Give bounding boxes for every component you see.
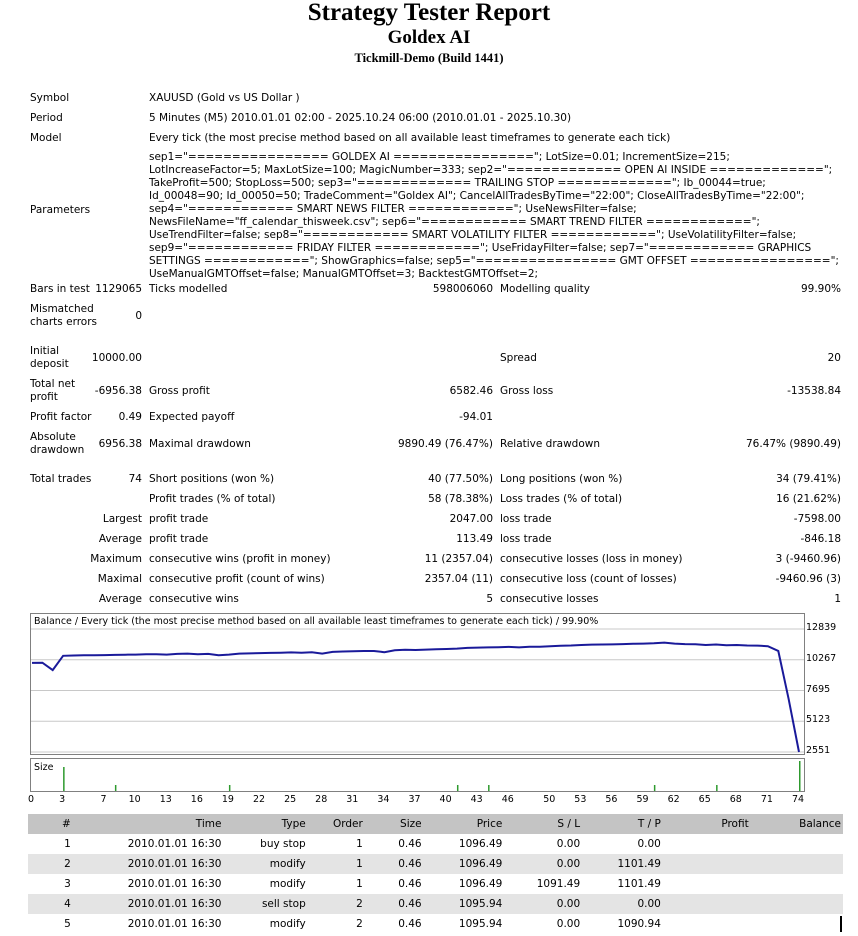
max-wins-label: consecutive wins (profit in money) [149,553,331,565]
absdd-value: 6956.38 [98,438,142,450]
cell-sl: 0.00 [556,838,581,850]
bars-value: 1129065 [95,283,142,295]
maximal-profit-value: 2357.04 (11) [424,573,493,585]
profit-factor-label: Profit factor [30,411,92,423]
largest-loss-value: -7598.00 [793,513,841,525]
mismatch-value: 0 [135,310,142,322]
report-title: Strategy Tester Report [307,0,551,26]
cell-number: 2 [28,854,73,874]
size-bar [716,785,718,791]
x-tick-label: 25 [284,794,297,805]
col-order: Order [308,814,365,834]
cell-tp: 1090.94 [617,918,661,930]
bars-label: Bars in test [30,283,90,295]
cell-price: 1096.49 [424,854,505,874]
average-loss-value: -846.18 [800,533,841,545]
max-losses-label: consecutive losses (loss in money) [500,553,683,565]
total-trades-value: 74 [128,473,142,485]
cell-order: 2 [356,918,363,930]
largest-profit-value: 2047.00 [449,513,493,525]
cell-order: 1 [308,854,365,874]
largest-loss-label: loss trade [500,513,552,525]
cell-profit [663,894,751,914]
cell-number: 4 [28,894,73,914]
report-header [0,0,858,66]
col-tp: T / P [582,814,663,834]
cell-balance [751,834,843,854]
x-tick-label: 56 [605,794,618,805]
cell-size: 0.46 [365,894,424,914]
cell-type: buy stop [260,838,306,850]
quality-label: Modelling quality [500,283,590,295]
x-tick-label: 19 [221,794,234,805]
cell-profit [663,874,751,894]
x-tick-label: 65 [698,794,711,805]
short-label: Short positions (won %) [149,473,275,485]
cell-price: 1095.94 [424,894,505,914]
chart-title: Balance / Every tick (the most precise method based on all available least timeframes to generate each tick) / 99.90% [34,616,599,627]
loss-trades-label: Loss trades (% of total) [500,493,623,505]
model-value: Every tick (the most precise method based on all available least timeframes to generate each tick) [149,132,671,144]
cell-size: 0.46 [365,854,424,874]
cell-time: 2010.01.01 16:30 [73,854,224,874]
size-bar [63,767,64,791]
maxdd-label: Maximal drawdown [149,438,251,450]
cell-balance [751,894,843,914]
cell-tp: 1101.49 [582,854,663,874]
table-row [28,854,843,874]
max-losses-value: 3 (-9460.96) [775,553,841,565]
average-profit-label: profit trade [149,533,209,545]
parameters-value: sep1="================ GOLDEX AI ================"; LotSize=0.01; IncrementSize=215; LotIncreaseFactor=5; MaxLotSize=100; MagicNumber=333; sep2="============= OPEN AI INSIDE ============="; TakeProfit=500; StopLoss=500; sep3="============= TRAILING STOP ============="; Ib_00044=true; Id_00048=90; Id_00050=50; TradeComment="Goldex AI"; CancelAllTradesByTime="22:00"; CloseAllTradesByTime="22:00"; sep4="============ SMART NEWS FILTER ============"; UseNewsFilter=false; NewsFileName="ff_calendar_thisweek.csv"; sep6="============ SMART TREND FILTER ============"; UseTrendFilter=false; sep8="============ SMART VOLATILITY FILTER ============"; UseVolatilityFilter=false; sep9="============ FRIDAY FILTER ============"; UseFridayFilter=false; sep7="============ GRAPHICS SETTINGS ============"; ShowGraphics=false; sep5="================ GMT OFFSET ================"; UseManualGMTOffset=false; ManualGMTOffset=3; BacktestGMTOffset=2; [149,151,839,280]
average-profit-value: 113.49 [456,533,493,545]
short-value: 40 (77.50%) [428,473,493,485]
maximal-label: Maximal [97,573,142,585]
cell-order: 2 [308,894,365,914]
x-tick-label: 40 [439,794,452,805]
col-time: Time [73,814,224,834]
profit-trades-label: Profit trades (% of total) [149,493,276,505]
x-tick-label: 50 [543,794,556,805]
period-value: 5 Minutes (M5) 2010.01.01 02:00 - 2025.10.24 06:00 (2010.01.01 - 2025.10.30) [149,112,572,124]
net-value: -6956.38 [94,385,142,397]
payoff-label: Expected payoff [149,411,235,423]
profit-factor-value: 0.49 [118,411,142,423]
cell-order: 1 [356,878,363,890]
table-row [28,834,843,854]
profit-trades-value: 58 (78.38%) [428,493,493,505]
net-label-2: profit [30,391,58,403]
deposit-label-1: Initial [30,345,60,357]
model-label: Model [30,132,62,144]
cell-order: 1 [356,838,363,850]
cell-time: 2010.01.01 16:30 [127,838,222,850]
gross-loss-value: -13538.84 [787,385,841,397]
col-size: Size [365,814,424,834]
maximal-loss-label: consecutive loss (count of losses) [500,573,677,585]
cell-size: 0.46 [398,878,422,890]
max-wins-value: 11 (2357.04) [424,553,493,565]
cell-price: 1096.49 [458,878,503,890]
x-tick-label: 74 [791,794,805,805]
symbol-value: XAUUSD (Gold vs US Dollar ) [149,92,300,104]
size-chart [30,758,805,792]
x-tick-label: 53 [574,794,587,805]
expert-name: Goldex AI [387,27,471,48]
total-trades-label: Total trades [30,473,92,485]
col-profit: Profit [663,814,751,834]
cell-size: 0.46 [398,918,422,930]
size-bar [654,785,656,791]
cell-type: sell stop [223,894,307,914]
size-bar [115,785,117,791]
cell-number: 3 [64,878,71,890]
col-price: Price [424,814,505,834]
x-tick-label: 59 [636,794,649,805]
y-tick-label: 10267 [806,652,837,664]
symbol-label: Symbol [30,92,70,104]
gross-profit-value: 6582.46 [449,385,493,397]
cell-tp: 0.00 [637,838,661,850]
cell-price: 1096.49 [458,838,503,850]
x-tick-label: 71 [760,794,773,805]
y-tick-label: 7695 [806,683,831,695]
size-chart-svg [31,759,804,791]
maximum-label: Maximum [90,553,142,565]
trades-table [28,814,843,934]
size-bar [457,785,459,791]
x-tick-label: 43 [470,794,483,805]
cell-sl: 1091.49 [536,878,581,890]
reldd-label: Relative drawdown [500,438,601,450]
table-row [28,894,843,914]
absdd-label-1: Absolute [30,431,76,443]
absdd-label-2: drawdown [30,444,85,456]
col-sl: S / L [504,814,582,834]
largest-profit-label: profit trade [149,513,209,525]
table-row [28,914,843,934]
gross-profit-label: Gross profit [149,385,210,397]
deposit-label-2: deposit [30,358,69,370]
long-label: Long positions (won %) [500,473,623,485]
cell-type: modify [223,854,307,874]
cell-sl: 0.00 [556,918,581,930]
maxdd-value: 9890.49 (76.47%) [398,438,493,450]
table-row [28,874,843,894]
ticks-label: Ticks modelled [149,283,228,295]
cell-profit [663,854,751,874]
text-cursor [840,916,842,932]
avg-wins-value: 5 [486,593,493,605]
maximal-profit-label: consecutive profit (count of wins) [149,573,325,585]
x-tick-label: 28 [315,794,328,805]
x-tick-label: 0 [27,794,35,805]
server-build: Tickmill-Demo (Build 1441) [354,51,504,65]
average-loss-label: loss trade [500,533,552,545]
x-tick-label: 34 [377,794,390,805]
deposit-value: 10000.00 [91,352,142,364]
cell-balance [751,914,843,934]
y-tick-label: 2551 [806,745,831,756]
cell-tp: 0.00 [582,894,663,914]
loss-trades-value: 16 (21.62%) [776,493,841,505]
x-tick-label: 7 [100,794,107,805]
average-label: Average [98,533,142,545]
cell-time: 2010.01.01 16:30 [127,878,222,890]
x-tick-label: 13 [159,794,172,805]
period-label: Period [30,112,63,124]
x-tick-label: 46 [501,794,514,805]
gross-loss-label: Gross loss [500,385,554,397]
balance-chart [30,613,805,755]
cell-tp: 1101.49 [617,878,661,890]
y-tick-label: 5123 [806,714,831,726]
cell-sl: 0.00 [504,894,582,914]
largest-label: Largest [102,513,142,525]
balance-chart-svg [31,614,804,754]
balance-line [32,643,799,752]
cell-number: 5 [64,918,71,930]
col-number: # [28,814,73,834]
cell-balance [751,874,843,894]
y-tick-label: 12839 [806,622,837,633]
size-bar [229,785,231,791]
x-tick-label: 16 [190,794,203,805]
payoff-value: -94.01 [459,411,493,423]
quality-value: 99.90% [800,283,841,295]
net-label-1: Total net [30,378,76,390]
x-tick-label: 10 [128,794,141,805]
col-type: Type [223,814,307,834]
size-bar [799,761,801,791]
avg-consecutive-label: Average [98,593,142,605]
cell-time: 2010.01.01 16:30 [127,918,222,930]
col-balance: Balance [751,814,843,834]
size-bar [488,785,490,791]
long-value: 34 (79.41%) [776,473,841,485]
size-label: Size [34,762,54,773]
x-tick-label: 3 [59,794,66,805]
cell-price: 1095.94 [458,918,503,930]
cell-type: modify [269,918,306,930]
avg-losses-label: consecutive losses [500,593,599,605]
cell-profit [663,834,751,854]
cell-profit [663,914,751,934]
parameters-label: Parameters [30,204,91,216]
ticks-value: 598006060 [432,283,493,295]
x-tick-label: 68 [729,794,742,805]
cell-sl: 0.00 [504,854,582,874]
x-tick-label: 22 [252,794,266,805]
table-header-row [28,814,843,834]
avg-wins-label: consecutive wins [149,593,239,605]
x-tick-label: 37 [408,794,421,805]
cell-type: modify [269,878,306,890]
avg-losses-value: 1 [834,593,841,605]
spread-label: Spread [500,352,537,364]
cell-size: 0.46 [398,838,422,850]
cell-balance [751,854,843,874]
maximal-loss-value: -9460.96 (3) [775,573,841,585]
cell-time: 2010.01.01 16:30 [73,894,224,914]
spread-value: 20 [827,352,841,364]
x-tick-label: 31 [346,794,359,805]
x-tick-label: 62 [667,794,680,805]
mismatch-label-2: charts errors [30,316,97,328]
mismatch-label-1: Mismatched [30,303,94,315]
reldd-value: 76.47% (9890.49) [746,438,841,450]
cell-number: 1 [64,838,71,850]
